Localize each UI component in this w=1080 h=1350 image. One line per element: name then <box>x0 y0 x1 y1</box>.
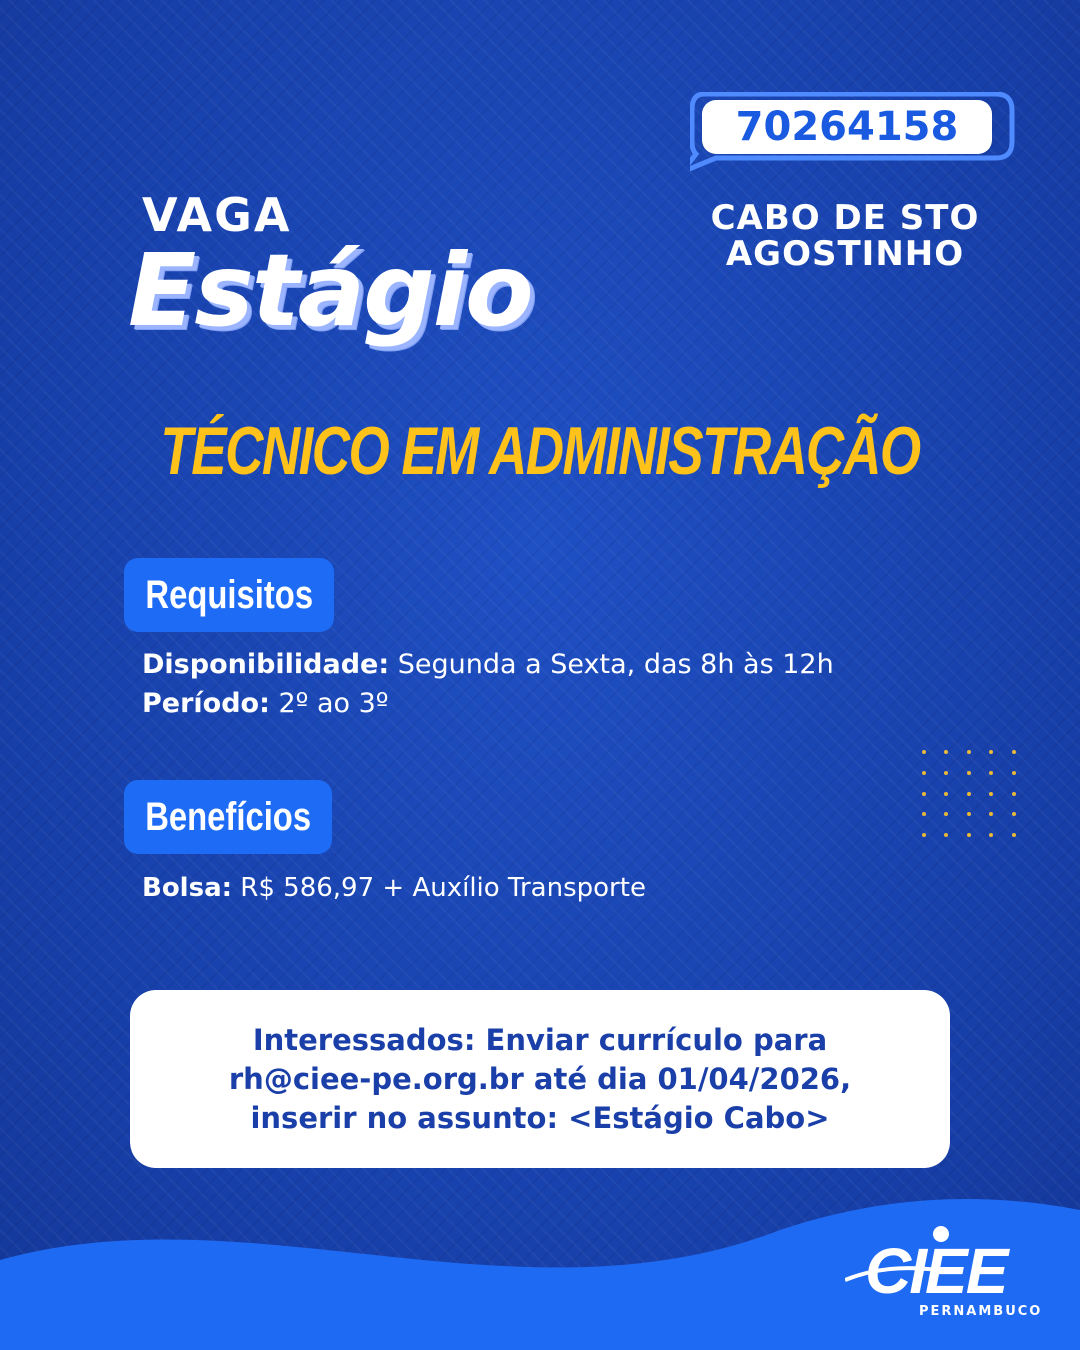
decorative-dots <box>922 750 1034 854</box>
availability-label: Disponibilidade: <box>142 649 390 680</box>
job-code: 70264158 <box>735 104 959 150</box>
contact-box <box>130 990 950 1168</box>
requirements-heading <box>124 558 334 632</box>
city-line-1: CABO DE STO <box>710 198 980 238</box>
ciee-logo-subtitle: PERNAMBUCO <box>919 1304 1043 1319</box>
job-code-badge <box>690 92 1010 172</box>
ciee-logo-text: CIEE <box>865 1235 1007 1307</box>
availability-value: Segunda a Sexta, das 8h às 12h <box>389 649 834 680</box>
period-row <box>142 685 389 723</box>
contact-line-1: Interessados: Enviar currículo para <box>252 1022 828 1057</box>
job-code-box <box>702 100 992 154</box>
period-value: 2º ao 3º <box>269 688 389 719</box>
availability-row <box>142 646 834 684</box>
city-line-2: AGOSTINHO <box>725 234 965 274</box>
requirements-heading-text: Requisitos <box>145 572 313 617</box>
vaga-label: VAGA <box>142 188 292 242</box>
estagio-title: Estágio <box>128 232 532 349</box>
bolsa-value: R$ 586,97 + Auxílio Transporte <box>232 873 646 903</box>
contact-line-3: inserir no assunto: <Estágio Cabo> <box>250 1100 830 1135</box>
period-label: Período: <box>142 688 270 719</box>
course-title: TÉCNICO EM ADMINISTRAÇÃO <box>160 413 920 489</box>
ciee-logo <box>845 1222 1043 1322</box>
contact-email-line[interactable]: rh@ciee-pe.org.br até dia 01/04/2026, <box>228 1061 852 1096</box>
bolsa-row <box>142 869 646 907</box>
city-name <box>690 200 1000 272</box>
benefits-heading-text: Benefícios <box>145 794 311 839</box>
benefits-heading <box>124 780 332 854</box>
bolsa-label: Bolsa: <box>142 873 233 903</box>
